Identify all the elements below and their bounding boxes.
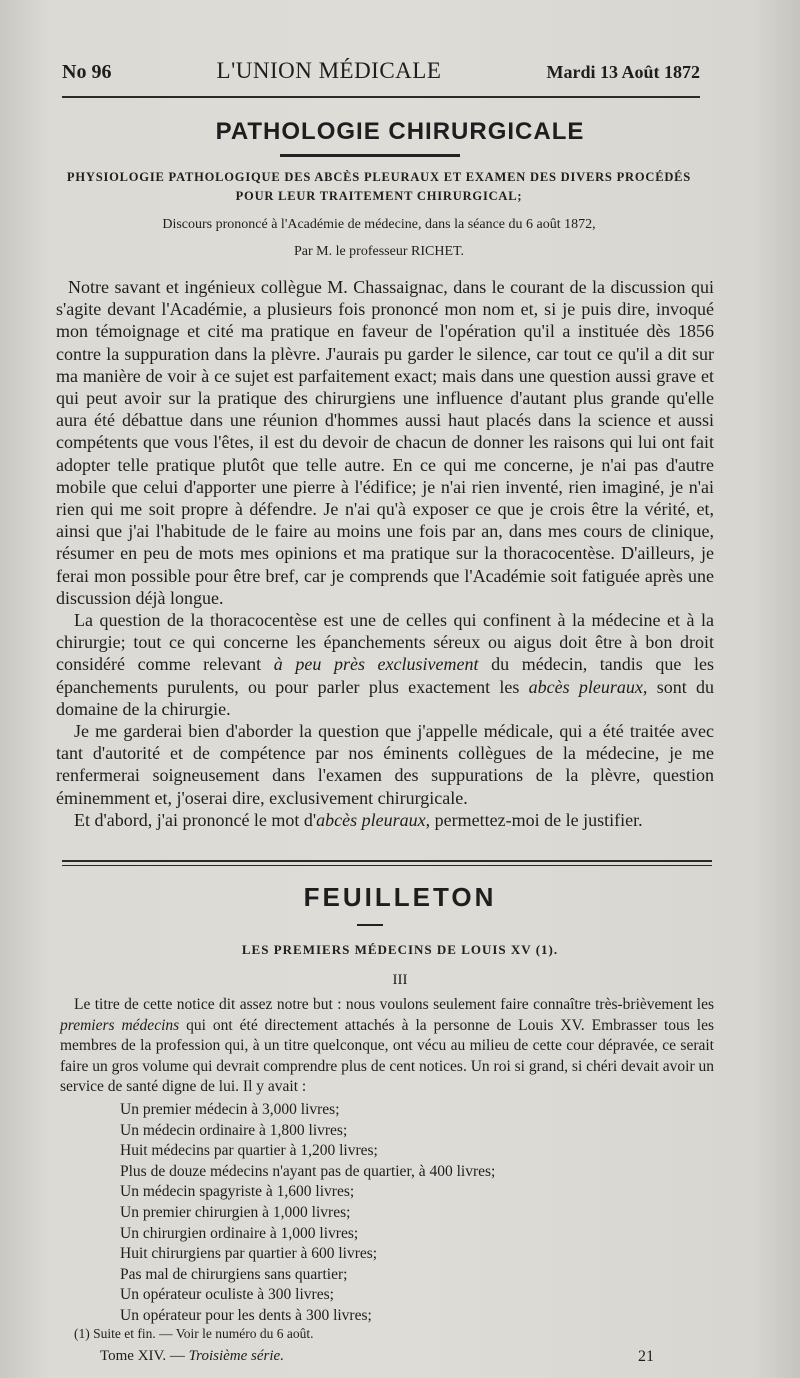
text-run: , sont du domaine de la chirurgie. xyxy=(56,676,715,719)
page-number: 21 xyxy=(638,1348,654,1365)
feuilleton-body xyxy=(60,995,714,1098)
subtitle-line-1: PHYSIOLOGIE PATHOLOGIQUE DES ABCÈS PLEURAUX ET EXAMEN DES DIVERS PROCÉDÉS xyxy=(66,170,692,184)
section-divider xyxy=(62,860,712,866)
article-body xyxy=(56,276,714,831)
italic-run: Troisième série. xyxy=(188,1348,284,1364)
header-rule xyxy=(62,96,700,98)
text-run: Tome XIV. — xyxy=(100,1348,189,1364)
page-footer xyxy=(100,1348,654,1366)
list-item: Un médecin ordinaire à 1,800 livres; xyxy=(120,1121,348,1139)
list-item: Un opérateur oculiste à 300 livres; xyxy=(120,1286,334,1304)
paragraph xyxy=(60,995,714,1098)
page-header xyxy=(62,58,700,92)
text-run: , permettez-moi de le justifier. xyxy=(425,809,643,830)
text-run: du médecin, tandis que les épanchements purulents, ou pour parler plus exactement les xyxy=(56,654,715,697)
list-item: Un chirurgien ordinaire à 1,000 livres; xyxy=(120,1224,359,1242)
text-run: qui ont été directement attachés à la personne de Louis XV. Embrasser tous les membres de la profession qui, à un titre quelconque, ont vécu au milieu de cette cour dépravée, ce serait faire un gros volume qui devrait comprendre plus de cent notices. Un roi si grand, si chéri devait avoir un service de santé digne de lui. Il y avait : xyxy=(60,1016,715,1095)
section-title: PATHOLOGIE CHIRURGICALE xyxy=(215,118,585,145)
text-run: Le titre de cette notice dit assez notre but : nous voulons seulement faire connaître très-brièvement les xyxy=(74,996,714,1013)
italic-run: abcès pleuraux xyxy=(316,809,426,830)
staff-list xyxy=(120,1100,495,1327)
feuilleton-title: FEUILLETON xyxy=(303,882,497,912)
text-run: La question de la thoracocentèse est une de celles qui confinent à la médecine et à la chirurgie; tout ce qui concerne les épanchements séreux ou aigus doit être à bon droit considéré comme relevant xyxy=(56,610,714,675)
article-subtitle xyxy=(48,168,710,206)
feuilleton-heading: LES PREMIERS MÉDECINS DE LOUIS XV (1). xyxy=(241,942,559,957)
italic-run: à peu près exclusivement xyxy=(273,654,479,675)
list-item: Huit médecins par quartier à 1,200 livres; xyxy=(120,1142,378,1160)
text-run: Et d'abord, j'ai prononcé le mot d' xyxy=(74,809,317,830)
list-item: Un premier médecin à 3,000 livres; xyxy=(120,1101,340,1118)
volume-info xyxy=(100,1348,284,1366)
paragraph xyxy=(56,609,714,720)
list-item: Un premier chirurgien à 1,000 livres; xyxy=(120,1203,351,1221)
list-item: Pas mal de chirurgiens sans quartier; xyxy=(120,1265,348,1283)
list-item: Plus de douze médecins n'ayant pas de quartier, à 400 livres; xyxy=(120,1162,496,1180)
discours-note: Discours prononcé à l'Académie de médecine, dans la séance du 6 août 1872, xyxy=(162,217,596,232)
italic-run: premiers médecins xyxy=(60,1016,180,1034)
italic-run: abcès pleuraux xyxy=(528,676,643,697)
footnote: (1) Suite et fin. — Voir le numéro du 6 août. xyxy=(74,1326,314,1341)
subtitle-line-2: POUR LEUR TRAITEMENT CHIRURGICAL; xyxy=(235,189,523,203)
article-author: Par M. le professeur RICHET. xyxy=(293,244,465,259)
issue-number: No 96 xyxy=(62,61,112,83)
feuilleton-divider xyxy=(357,924,383,926)
title-divider xyxy=(280,154,460,157)
paragraph xyxy=(56,809,714,831)
list-item: Huit chirurgiens par quartier à 600 livres; xyxy=(120,1245,378,1263)
list-item: Un médecin spagyriste à 1,600 livres; xyxy=(120,1183,355,1201)
chapter-number: III xyxy=(392,972,408,988)
list-item: Un opérateur pour les dents à 300 livres; xyxy=(120,1306,372,1324)
paragraph: Notre savant et ingénieux collègue M. Chassaignac, dans le courant de la discussion qui s'agite devant l'Académie, a plusieurs fois prononcé mon nom et, si je puis dire, invoqué mon témoignage et cité ma pratique en faveur de l'opération qu'il a instituée dès 1856 contre la suppuration dans la plèvre. J'aurais pu garder le silence, car tout ce qu'il a dit sur ma manière de voir à ce sujet est parfaitement exact; mais dans une question aussi grave et qui peut avoir sur la pratique des chirurgiens une influence d'autant plus grande qu'elle aura été débattue dans une réunion d'hommes aussi haut placés dans la science et aussi compétents que vous l'êtes, il est du devoir de chacun de donner les raisons qui lui ont fait adopter telle pratique plutôt que telle autre. En ce qui me concerne, je n'ai pas d'autre mobile que celui d'apporter une pierre à l'édifice; je n'ai rien inventé, rien imaginé, je n'ai rien qui me soit propre à défendre. Je n'ai qu'à exposer ce que je crois être la vérité, et, ainsi que j'ai l'habitude de le faire au moins une fois par an, dans mes cours de clinique, résumer en peu de mots mes opinions et ma pratique sur la thoracocentèse. D'ailleurs, je ferai mon possible pour être bref, car je comprends que l'Académie soit fatiguée après une discussion déjà longue. xyxy=(56,277,714,608)
journal-title: L'UNION MÉDICALE xyxy=(216,58,442,83)
issue-date: Mardi 13 Août 1872 xyxy=(546,62,700,82)
paragraph: Je me garderai bien d'aborder la question que j'appelle médicale, qui a été traitée avec tant d'autorité et de compétence par nos éminents collègues de la médecine, je me renfermerai soigneusement dans l'examen des suppurations de la plèvre, question éminemment et, j'oserai dire, exclusivement chirurgicale. xyxy=(56,721,714,808)
